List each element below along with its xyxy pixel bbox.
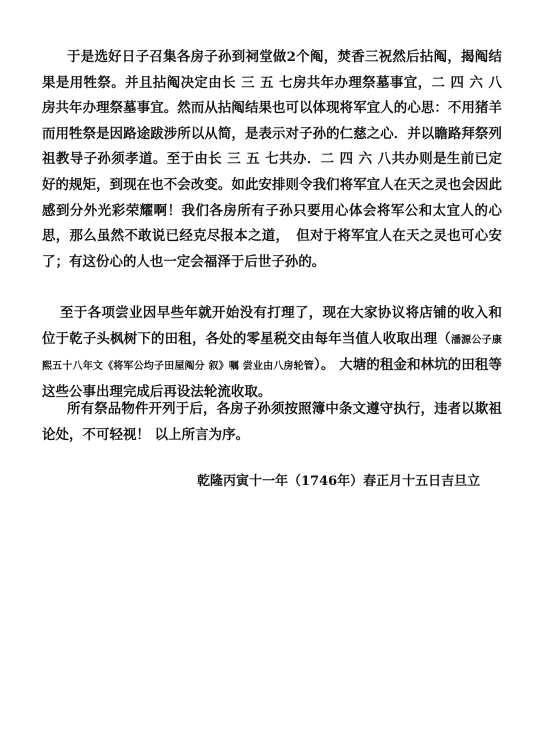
paragraph-estate-text-a: 至于各项尝业因早些年就开始没有打理了，现在大家协议将店铺的收入和位于乾子头枫树下的田租，各处的零星税交由每年当值人收取出理（ [42,305,502,347]
date-signature-line: 乾隆丙寅十一年（1746年）春正月十五日吉旦立 [197,474,481,489]
paragraph-lot-drawing [42,45,502,275]
paragraph-estate-management [42,301,502,405]
paragraph-lot-drawing-text: 于是选好日子召集各房子孙到祠堂做2个阄，焚香三祝然后拈阄，揭阄结果是用牲祭。并且拈阄决定由长 三 五 七房共年办理祭墓事宜，二 四 六 八房共年办理祭墓事宜。然而从拈阄结果也可以体现将军宜人的心思：不用猪羊而用牲祭是因路途跋涉所以从简，是表示对子孙的仁慈之心．并以瞻路拜祭列祖教导子孙须孝道。至于由长 三 五 七共办．二 四 六 八共办则是生前已定好的规矩，到现在也不会改变。如此安排则令我们将军宜人在天之灵也会因此感到分外光彩荣耀啊！我们各房所有子孙只要用心体会将军公和太宜人的心思，那么虽然不敢说已经克尽报本之道， 但对于将军宜人在天之灵也可心安了；有这份心的人也一定会福泽于后世子孙的。 [42,49,502,270]
paragraph-estate-text-b: ）。 大塘的租金和林坑的田租等这些公事出理完成后再设法轮流收取。 [42,357,502,400]
paragraph-closing-text: 所有祭品物件开列于后，各房子孙须按照簿中条文遵守执行，违者以欺祖论处，不可轻视！ 以上所言为序。 [42,401,502,443]
paragraph-preface-closing [42,397,502,448]
inline-citation-note: 潘源公子康熙五十八年文《将军公均子田屋阄分 叙》嘱 尝业由八房轮管 [42,334,502,373]
